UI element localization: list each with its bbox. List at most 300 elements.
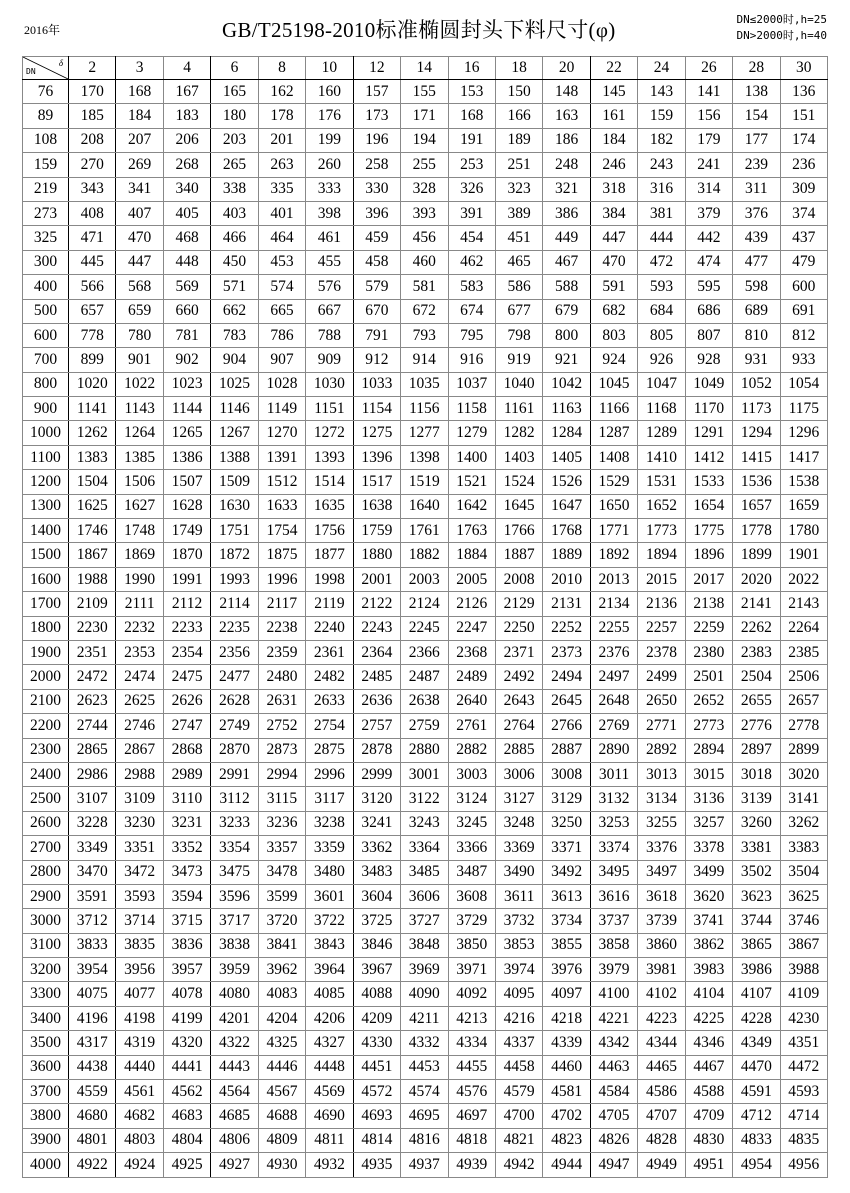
- size-cell: 1647: [543, 494, 590, 518]
- table-row: [23, 909, 828, 933]
- size-cell: 682: [590, 299, 637, 323]
- size-cell: 3848: [401, 933, 448, 957]
- dn-cell: 108: [23, 128, 69, 152]
- size-cell: 4218: [543, 1006, 590, 1030]
- size-cell: 3504: [780, 860, 827, 884]
- size-cell: 314: [685, 177, 732, 201]
- size-cell: 4078: [163, 982, 210, 1006]
- size-cell: 2129: [495, 592, 542, 616]
- size-cell: 2652: [685, 689, 732, 713]
- size-cell: 1289: [638, 421, 685, 445]
- size-cell: 2378: [638, 640, 685, 664]
- size-cell: 1645: [495, 494, 542, 518]
- size-cell: 1990: [116, 567, 163, 591]
- size-cell: 568: [116, 275, 163, 299]
- table-row: [23, 397, 828, 421]
- size-cell: 2894: [685, 738, 732, 762]
- size-cell: 4325: [258, 1031, 305, 1055]
- dn-cell: 3500: [23, 1031, 69, 1055]
- size-cell: 2633: [306, 689, 353, 713]
- size-cell: 1517: [353, 470, 400, 494]
- size-cell: 916: [448, 348, 495, 372]
- size-cell: 323: [495, 177, 542, 201]
- size-cell: 3236: [258, 811, 305, 835]
- size-cell: 2477: [211, 665, 258, 689]
- size-cell: 1173: [733, 397, 780, 421]
- size-cell: 793: [401, 323, 448, 347]
- size-cell: 583: [448, 275, 495, 299]
- size-cell: 798: [495, 323, 542, 347]
- table-row: [23, 1128, 828, 1152]
- size-cell: 3981: [638, 958, 685, 982]
- size-cell: 4564: [211, 1080, 258, 1104]
- size-cell: 2996: [306, 762, 353, 786]
- size-cell: 3003: [448, 762, 495, 786]
- size-cell: 1270: [258, 421, 305, 445]
- size-cell: 4327: [306, 1031, 353, 1055]
- size-cell: 907: [258, 348, 305, 372]
- size-cell: 901: [116, 348, 163, 372]
- size-cell: 2897: [733, 738, 780, 762]
- dn-cell: 3900: [23, 1128, 69, 1152]
- size-cell: 3843: [306, 933, 353, 957]
- size-cell: 2232: [116, 616, 163, 640]
- size-cell: 4095: [495, 982, 542, 1006]
- size-cell: 1049: [685, 372, 732, 396]
- size-cell: 1277: [401, 421, 448, 445]
- size-cell: 1141: [69, 397, 116, 421]
- size-cell: 4559: [69, 1080, 116, 1104]
- size-cell: 177: [733, 128, 780, 152]
- size-cell: 3011: [590, 762, 637, 786]
- dn-cell: 2000: [23, 665, 69, 689]
- size-cell: 581: [401, 275, 448, 299]
- size-cell: 3124: [448, 787, 495, 811]
- size-cell: 1756: [306, 519, 353, 543]
- size-cell: 1993: [211, 567, 258, 591]
- dn-cell: 2800: [23, 860, 69, 884]
- dn-cell: 800: [23, 372, 69, 396]
- size-cell: 3253: [590, 811, 637, 835]
- size-cell: 3971: [448, 958, 495, 982]
- dn-cell: 273: [23, 201, 69, 225]
- size-cell: 2119: [306, 592, 353, 616]
- size-cell: 1415: [733, 445, 780, 469]
- size-cell: 2868: [163, 738, 210, 762]
- size-cell: 691: [780, 299, 827, 323]
- table-row: [23, 567, 828, 591]
- size-cell: 138: [733, 80, 780, 104]
- size-cell: 4949: [638, 1153, 685, 1177]
- size-cell: 2643: [495, 689, 542, 713]
- size-cell: 933: [780, 348, 827, 372]
- size-cell: 3228: [69, 811, 116, 835]
- size-cell: 2472: [69, 665, 116, 689]
- table-row: [23, 1055, 828, 1079]
- size-cell: 472: [638, 250, 685, 274]
- size-cell: 143: [638, 80, 685, 104]
- size-cell: 471: [69, 226, 116, 250]
- size-cell: 4223: [638, 1006, 685, 1030]
- size-cell: 1628: [163, 494, 210, 518]
- thickness-header: 2: [69, 57, 116, 80]
- size-cell: 447: [116, 250, 163, 274]
- size-cell: 931: [733, 348, 780, 372]
- table-row: [23, 299, 828, 323]
- size-cell: 201: [258, 128, 305, 152]
- dn-cell: 2400: [23, 762, 69, 786]
- size-cell: 662: [211, 299, 258, 323]
- size-cell: 2013: [590, 567, 637, 591]
- size-cell: 914: [401, 348, 448, 372]
- size-cell: 2109: [69, 592, 116, 616]
- size-cell: 3230: [116, 811, 163, 835]
- size-cell: 2506: [780, 665, 827, 689]
- size-cell: 4924: [116, 1153, 163, 1177]
- size-cell: 4211: [401, 1006, 448, 1030]
- size-cell: 4196: [69, 1006, 116, 1030]
- size-cell: 3867: [780, 933, 827, 957]
- size-cell: 3122: [401, 787, 448, 811]
- size-cell: 2746: [116, 714, 163, 738]
- size-cell: 2238: [258, 616, 305, 640]
- size-cell: 196: [353, 128, 400, 152]
- size-cell: 1143: [116, 397, 163, 421]
- size-cell: 4922: [69, 1153, 116, 1177]
- size-cell: 2988: [116, 762, 163, 786]
- table-row: [23, 153, 828, 177]
- size-cell: 2136: [638, 592, 685, 616]
- size-cell: 3954: [69, 958, 116, 982]
- dn-cell: 1200: [23, 470, 69, 494]
- size-cell: 3850: [448, 933, 495, 957]
- size-cell: 167: [163, 80, 210, 104]
- size-cell: 2638: [401, 689, 448, 713]
- size-cell: 462: [448, 250, 495, 274]
- size-cell: 2020: [733, 567, 780, 591]
- size-cell: 384: [590, 201, 637, 225]
- size-cell: 3836: [163, 933, 210, 957]
- size-cell: 684: [638, 299, 685, 323]
- size-cell: 4446: [258, 1055, 305, 1079]
- thickness-header: 20: [543, 57, 590, 80]
- size-cell: 3109: [116, 787, 163, 811]
- size-cell: 4712: [733, 1104, 780, 1128]
- size-cell: 686: [685, 299, 732, 323]
- size-cell: 3833: [69, 933, 116, 957]
- size-cell: 2243: [353, 616, 400, 640]
- note-large-dn: DN>2000时,h=40: [736, 29, 827, 42]
- size-cell: 184: [590, 128, 637, 152]
- size-cell: 788: [306, 323, 353, 347]
- size-cell: 165: [211, 80, 258, 104]
- size-cell: 3623: [733, 884, 780, 908]
- size-cell: 1265: [163, 421, 210, 445]
- size-cell: 591: [590, 275, 637, 299]
- size-cell: 2233: [163, 616, 210, 640]
- size-cell: 4816: [401, 1128, 448, 1152]
- size-cell: 173: [353, 104, 400, 128]
- size-cell: 3613: [543, 884, 590, 908]
- size-cell: 3250: [543, 811, 590, 835]
- size-cell: 4927: [211, 1153, 258, 1177]
- size-cell: 239: [733, 153, 780, 177]
- size-cell: 1630: [211, 494, 258, 518]
- table-row: [23, 1080, 828, 1104]
- thickness-header: 22: [590, 57, 637, 80]
- dn-cell: 159: [23, 153, 69, 177]
- size-cell: 1531: [638, 470, 685, 494]
- table-row: [23, 836, 828, 860]
- size-cell: 1267: [211, 421, 258, 445]
- size-cell: 4221: [590, 1006, 637, 1030]
- table-row: [23, 250, 828, 274]
- size-cell: 166: [495, 104, 542, 128]
- size-cell: 182: [638, 128, 685, 152]
- size-cell: 1020: [69, 372, 116, 396]
- size-cell: 1773: [638, 519, 685, 543]
- size-cell: 189: [495, 128, 542, 152]
- size-cell: 2655: [733, 689, 780, 713]
- size-cell: 4697: [448, 1104, 495, 1128]
- size-cell: 1272: [306, 421, 353, 445]
- size-cell: 1780: [780, 519, 827, 543]
- size-cell: 1386: [163, 445, 210, 469]
- size-cell: 4833: [733, 1128, 780, 1152]
- size-cell: 186: [543, 128, 590, 152]
- size-cell: 2235: [211, 616, 258, 640]
- size-cell: 4823: [543, 1128, 590, 1152]
- size-cell: 4438: [69, 1055, 116, 1079]
- size-cell: 805: [638, 323, 685, 347]
- size-cell: 1054: [780, 372, 827, 396]
- size-cell: 3499: [685, 860, 732, 884]
- size-cell: 3129: [543, 787, 590, 811]
- size-cell: 1275: [353, 421, 400, 445]
- size-cell: 157: [353, 80, 400, 104]
- size-cell: 4695: [401, 1104, 448, 1128]
- size-cell: 571: [211, 275, 258, 299]
- corner-cell: [23, 57, 69, 80]
- page-title: GB/T25198-2010标准椭圆封头下料尺寸(φ): [222, 18, 616, 42]
- size-cell: 3362: [353, 836, 400, 860]
- size-cell: 1417: [780, 445, 827, 469]
- size-cell: 4346: [685, 1031, 732, 1055]
- size-cell: 4204: [258, 1006, 305, 1030]
- size-cell: 3835: [116, 933, 163, 957]
- size-cell: 2259: [685, 616, 732, 640]
- size-cell: 1284: [543, 421, 590, 445]
- size-cell: 3107: [69, 787, 116, 811]
- size-cell: 2887: [543, 738, 590, 762]
- size-cell: 3351: [116, 836, 163, 860]
- size-cell: 379: [685, 201, 732, 225]
- size-cell: 3136: [685, 787, 732, 811]
- size-cell: 1040: [495, 372, 542, 396]
- size-cell: 1047: [638, 372, 685, 396]
- size-cell: 588: [543, 275, 590, 299]
- size-cell: 3979: [590, 958, 637, 982]
- size-cell: 3485: [401, 860, 448, 884]
- dn-cell: 600: [23, 323, 69, 347]
- size-cell: 4458: [495, 1055, 542, 1079]
- size-cell: 2499: [638, 665, 685, 689]
- size-cell: 401: [258, 201, 305, 225]
- table-row: [23, 128, 828, 152]
- size-cell: 781: [163, 323, 210, 347]
- size-cell: 3855: [543, 933, 590, 957]
- size-cell: 1022: [116, 372, 163, 396]
- size-cell: 474: [685, 250, 732, 274]
- size-cell: 4319: [116, 1031, 163, 1055]
- table-row: [23, 348, 828, 372]
- size-cell: 453: [258, 250, 305, 274]
- size-cell: 3112: [211, 787, 258, 811]
- dn-cell: 1400: [23, 519, 69, 543]
- size-cell: 1052: [733, 372, 780, 396]
- size-cell: 921: [543, 348, 590, 372]
- table-row: [23, 860, 828, 884]
- size-cell: 4826: [590, 1128, 637, 1152]
- size-cell: 4320: [163, 1031, 210, 1055]
- size-cell: 1291: [685, 421, 732, 445]
- size-cell: 2999: [353, 762, 400, 786]
- size-cell: 386: [543, 201, 590, 225]
- size-cell: 2366: [401, 640, 448, 664]
- size-cell: 4472: [780, 1055, 827, 1079]
- size-cell: 1884: [448, 543, 495, 567]
- size-cell: 2657: [780, 689, 827, 713]
- size-cell: 1778: [733, 519, 780, 543]
- size-cell: 459: [353, 226, 400, 250]
- dn-cell: 2600: [23, 811, 69, 835]
- size-cell: 3364: [401, 836, 448, 860]
- size-cell: 1149: [258, 397, 305, 421]
- size-cell: 376: [733, 201, 780, 225]
- size-cell: 2991: [211, 762, 258, 786]
- corner-dn-label: DN: [26, 67, 36, 76]
- size-cell: 1748: [116, 519, 163, 543]
- size-cell: 3487: [448, 860, 495, 884]
- dn-cell: 2700: [23, 836, 69, 860]
- size-cell: 1894: [638, 543, 685, 567]
- size-cell: 4579: [495, 1080, 542, 1104]
- size-cell: 145: [590, 80, 637, 104]
- size-cell: 1751: [211, 519, 258, 543]
- size-cell: 659: [116, 299, 163, 323]
- table-row: [23, 884, 828, 908]
- size-cell: 2878: [353, 738, 400, 762]
- size-cell: 191: [448, 128, 495, 152]
- dn-cell: 1600: [23, 567, 69, 591]
- size-cell: 1875: [258, 543, 305, 567]
- size-cell: 4109: [780, 982, 827, 1006]
- size-cell: 928: [685, 348, 732, 372]
- size-cell: 2625: [116, 689, 163, 713]
- size-cell: 566: [69, 275, 116, 299]
- size-cell: 2492: [495, 665, 542, 689]
- size-cell: 4576: [448, 1080, 495, 1104]
- size-cell: 2368: [448, 640, 495, 664]
- size-cell: 2245: [401, 616, 448, 640]
- size-cell: 330: [353, 177, 400, 201]
- size-cell: 479: [780, 250, 827, 274]
- size-cell: 2117: [258, 592, 305, 616]
- size-cell: 270: [69, 153, 116, 177]
- size-cell: 4683: [163, 1104, 210, 1128]
- size-cell: 3255: [638, 811, 685, 835]
- dn-cell: 4000: [23, 1153, 69, 1177]
- size-cell: 4344: [638, 1031, 685, 1055]
- size-cell: 1759: [353, 519, 400, 543]
- size-cell: 904: [211, 348, 258, 372]
- size-cell: 159: [638, 104, 685, 128]
- size-cell: 2875: [306, 738, 353, 762]
- size-cell: 180: [211, 104, 258, 128]
- size-cell: 141: [685, 80, 732, 104]
- size-cell: 4455: [448, 1055, 495, 1079]
- size-cell: 4463: [590, 1055, 637, 1079]
- size-cell: 3601: [306, 884, 353, 908]
- dn-cell: 1000: [23, 421, 69, 445]
- size-cell: 2255: [590, 616, 637, 640]
- size-cell: 3354: [211, 836, 258, 860]
- table-row: [23, 665, 828, 689]
- size-cell: 477: [733, 250, 780, 274]
- size-cell: 4588: [685, 1080, 732, 1104]
- size-cell: 3480: [306, 860, 353, 884]
- size-cell: 679: [543, 299, 590, 323]
- dn-cell: 3800: [23, 1104, 69, 1128]
- size-cell: 2359: [258, 640, 305, 664]
- size-cell: 184: [116, 104, 163, 128]
- size-cell: 3141: [780, 787, 827, 811]
- corner-thickness-label: δ: [58, 58, 63, 68]
- size-cell: 1771: [590, 519, 637, 543]
- table-row: [23, 982, 828, 1006]
- size-cell: 2761: [448, 714, 495, 738]
- size-cell: 2986: [69, 762, 116, 786]
- size-cell: 3495: [590, 860, 637, 884]
- table-row: [23, 372, 828, 396]
- size-cell: 2882: [448, 738, 495, 762]
- size-cell: 800: [543, 323, 590, 347]
- size-cell: 3618: [638, 884, 685, 908]
- size-cell: 2376: [590, 640, 637, 664]
- size-cell: 2131: [543, 592, 590, 616]
- year-label: 2016年: [24, 23, 61, 37]
- size-cell: 4574: [401, 1080, 448, 1104]
- size-cell: 665: [258, 299, 305, 323]
- size-cell: 1627: [116, 494, 163, 518]
- size-cell: 3120: [353, 787, 400, 811]
- size-cell: 393: [401, 201, 448, 225]
- size-cell: 2645: [543, 689, 590, 713]
- thickness-header: 26: [685, 57, 732, 80]
- size-cell: 4075: [69, 982, 116, 1006]
- size-cell: 1650: [590, 494, 637, 518]
- size-cell: 4317: [69, 1031, 116, 1055]
- size-cell: 1156: [401, 397, 448, 421]
- size-cell: 328: [401, 177, 448, 201]
- size-cell: 4465: [638, 1055, 685, 1079]
- size-cell: 2124: [401, 592, 448, 616]
- size-cell: 1870: [163, 543, 210, 567]
- size-cell: 405: [163, 201, 210, 225]
- size-cell: 243: [638, 153, 685, 177]
- table-row: [23, 177, 828, 201]
- size-cell: 236: [780, 153, 827, 177]
